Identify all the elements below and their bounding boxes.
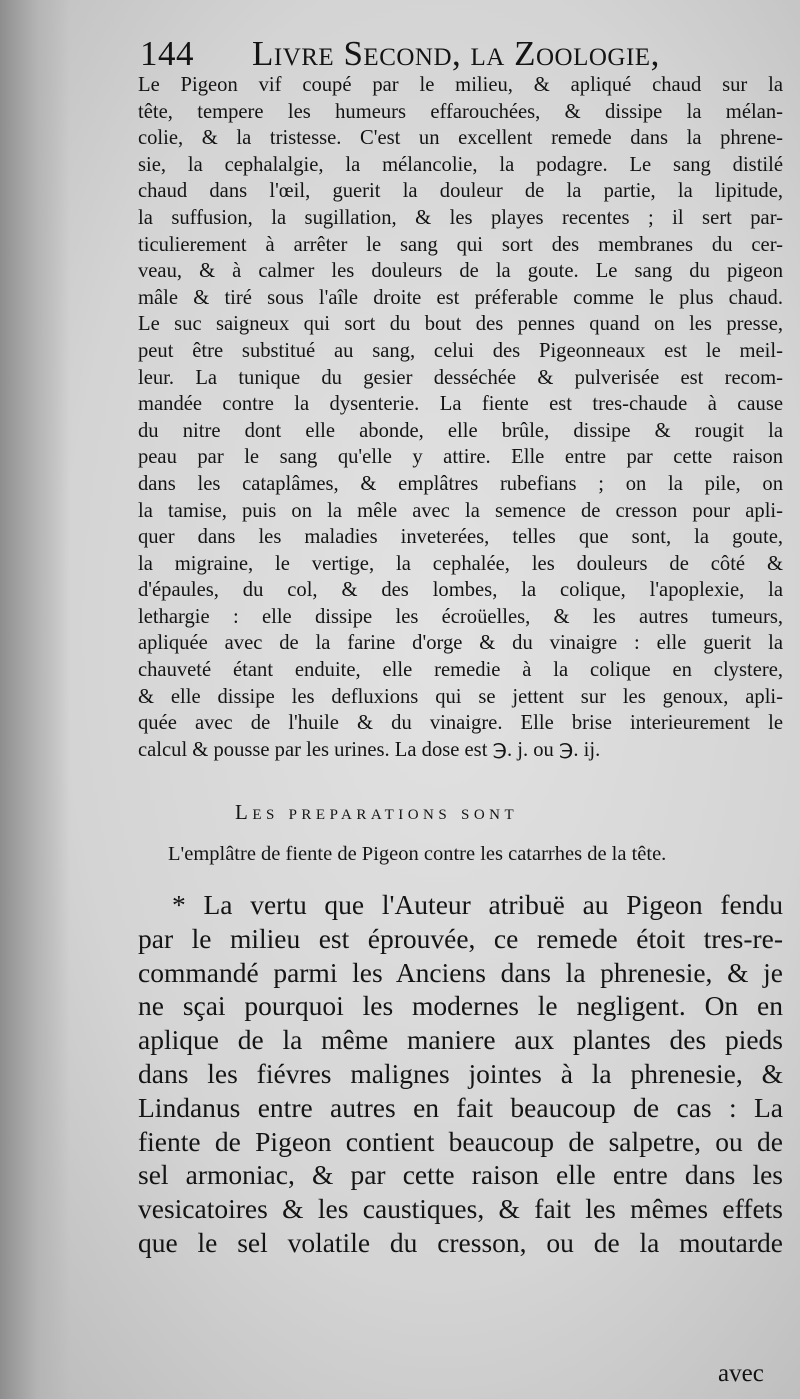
text-line: du nitre dont elle abonde, elle brûle, dissipe & rougit la xyxy=(138,419,783,442)
text-line: peau par le sang qu'elle y attire. Elle entre par cette raison xyxy=(138,446,783,469)
catchword: avec xyxy=(718,1360,764,1387)
note-line: Lindanus entre autres en fait beaucoup de cas : La xyxy=(138,1091,783,1123)
note-line: fiente de Pigeon contient beaucoup de salpetre, ou de xyxy=(138,1125,783,1157)
text-line: la migraine, le vertige, la cephalée, les douleurs de côté & xyxy=(138,552,783,575)
note-line: aplique de la même maniere aux plantes des pieds xyxy=(138,1024,783,1056)
text-line: colie, & la tristesse. C'est un excellent remede dans la phrene- xyxy=(138,127,783,150)
text-line: la tamise, puis on la mêle avec la semence de cresson pour apli- xyxy=(138,499,783,522)
running-head: Livre Second, la Zoologie, xyxy=(252,34,660,73)
text-line: tête, tempere les humeurs effarouchées, & dissipe la mélan- xyxy=(138,100,783,123)
text-line: la suffusion, la sugillation, & les playes recentes ; il sert par- xyxy=(138,206,783,229)
text-line: quée avec de l'huile & du vinaigre. Elle brise interieurement le xyxy=(138,712,783,735)
note-line: vesicatoires & les caustiques, & fait les mêmes effets xyxy=(138,1193,783,1225)
note-line: que le sel volatile du cresson, ou de la moutarde xyxy=(138,1226,783,1258)
note-line: commandé parmi les Anciens dans la phrenesie, & je xyxy=(138,956,783,988)
preparations-heading: Les preparations sont xyxy=(235,800,519,824)
text-line: dans les cataplâmes, & emplâtres rubefians ; on la pile, on xyxy=(138,472,783,495)
text-line: chaud dans l'œil, guerit la douleur de la partie, la lipitude, xyxy=(138,180,783,203)
text-line: veau, & à calmer les douleurs de la goute. Le sang du pigeon xyxy=(138,260,783,283)
note-line: sel armoniac, & par cette raison elle entre dans les xyxy=(138,1159,783,1191)
text-line: & elle dissipe les defluxions qui se jettent sur les genoux, apli- xyxy=(138,685,783,708)
text-line: ticulierement à arrêter le sang qui sort des membranes du cer- xyxy=(138,233,783,256)
note-line: * La vertu que l'Auteur atribuë au Pigeon fendu xyxy=(172,889,783,920)
page-gutter-shadow xyxy=(0,0,70,1399)
page-number: 144 xyxy=(140,34,194,73)
note-line: dans les fiévres malignes jointes à la phrenesie, & xyxy=(138,1057,783,1089)
text-line: mandée contre la dysenterie. La fiente est tres-chaude à cause xyxy=(138,393,783,416)
text-line: Le Pigeon vif coupé par le milieu, & apliqué chaud sur la xyxy=(138,74,783,96)
text-line: mâle & tiré sous l'aîle droite est préferable comme le plus chaud. xyxy=(138,286,783,309)
text-line: calcul & pousse par les urines. La dose est ℈. j. ou ℈. ij. xyxy=(138,738,601,761)
text-line: peut être substitué au sang, celui des Pigeonneaux est le meil- xyxy=(138,339,783,362)
note-line: par le milieu est éprouvée, ce remede étoit tres-re- xyxy=(138,922,783,954)
text-line: quer dans les maladies inveterées, telles que sont, la goute, xyxy=(138,526,783,549)
text-line: leur. La tunique du gesier desséchée & pulverisée est recom- xyxy=(138,366,783,389)
text-line: apliquée avec de la farine d'orge & du vinaigre : elle guerit la xyxy=(138,632,783,655)
preparation-item: L'emplâtre de fiente de Pigeon contre les catarrhes de la tête. xyxy=(168,843,667,865)
text-line: lethargie : elle dissipe les écroüelles, & les autres tumeurs, xyxy=(138,605,783,628)
text-line: d'épaules, du col, & des lombes, la colique, l'apoplexie, la xyxy=(138,579,783,602)
note-line: ne sçai pourquoi les modernes le negligent. On en xyxy=(138,990,783,1022)
text-line: sie, la cephalalgie, la mélancolie, la podagre. Le sang distilé xyxy=(138,153,783,176)
text-line: Le suc saigneux qui sort du bout des pennes quand on les presse, xyxy=(138,313,783,336)
main-text-block xyxy=(138,72,783,763)
page-header xyxy=(140,28,780,78)
commentary-note xyxy=(138,888,783,1260)
text-line: chauveté étant enduite, elle remedie à la colique en clystere, xyxy=(138,659,783,682)
